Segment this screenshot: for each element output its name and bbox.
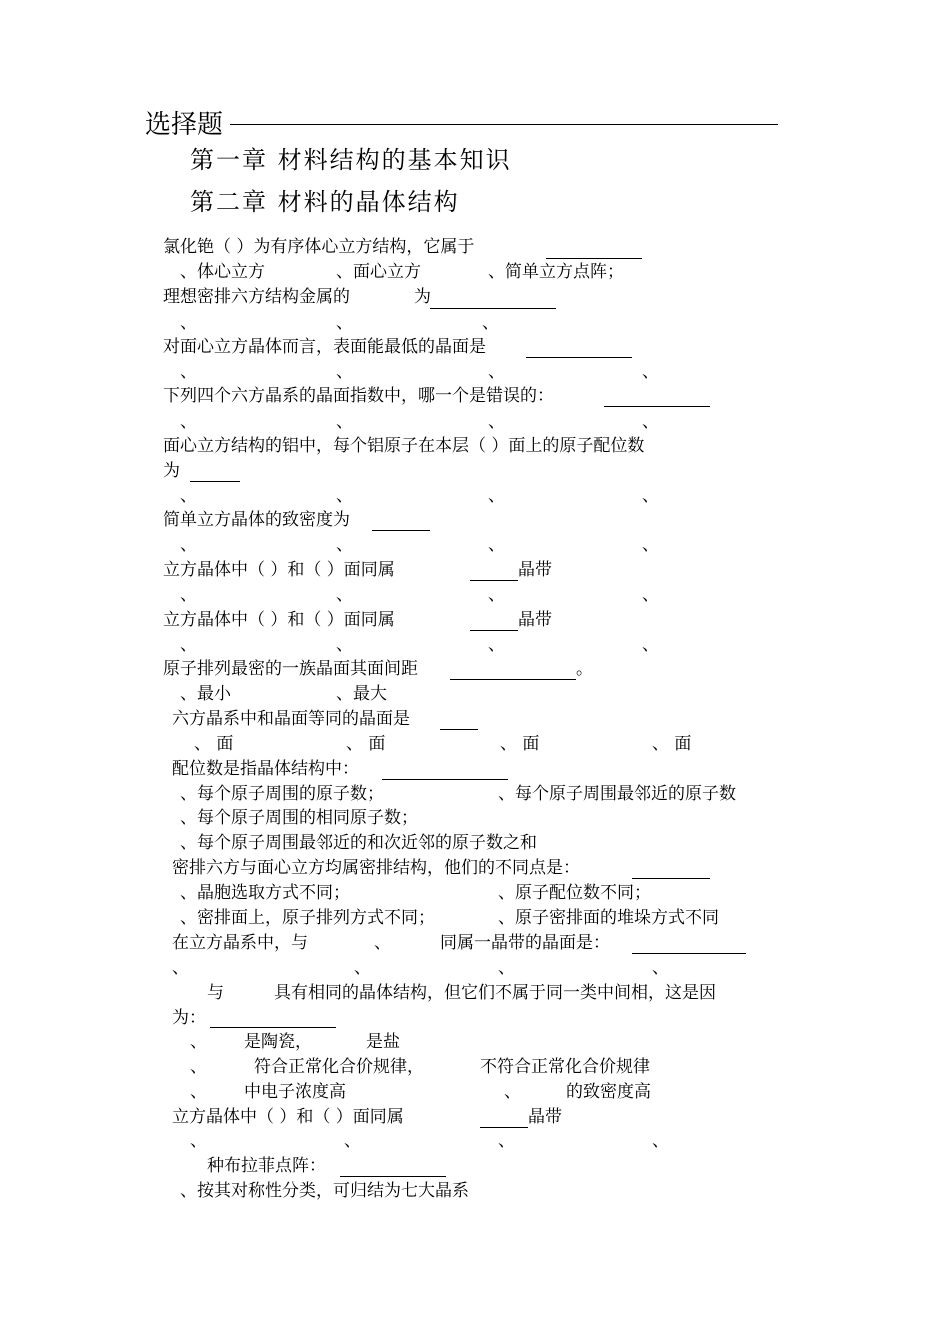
answer-blank	[470, 580, 518, 581]
question-text: 原子排列最密的一族晶面其面间距	[163, 659, 418, 679]
option-marker: 、	[190, 1032, 207, 1052]
option: 、原子密排面的堆垛方式不同	[498, 908, 719, 928]
question-text: 同属一晶带的晶面是：	[440, 933, 610, 953]
option: 、 面	[652, 734, 692, 754]
option-marker: 、	[180, 585, 197, 605]
option-marker: 、	[488, 486, 505, 506]
option-marker: 、	[336, 412, 353, 432]
page-title: 选择题	[145, 110, 224, 140]
option-marker: 、	[482, 313, 499, 333]
question-text: 与	[207, 983, 224, 1003]
option-marker: 、	[180, 412, 197, 432]
question-text: 简单立方晶体的致密度为	[163, 510, 350, 530]
option-marker: 、	[190, 1082, 207, 1102]
option-marker: 、	[336, 635, 353, 655]
option-marker: 、	[344, 1131, 361, 1151]
question-text: 立方晶体中（ ）和（ ）面同属	[163, 560, 395, 580]
option-marker: 、	[336, 486, 353, 506]
option: 中电子浓度高	[244, 1082, 346, 1102]
option-marker: 、	[488, 585, 505, 605]
option-marker: 、	[504, 1082, 521, 1102]
answer-blank	[604, 406, 710, 407]
answer-blank	[190, 481, 240, 482]
option: 、按其对称性分类，可归结为七大晶系	[180, 1181, 469, 1201]
question-text: 在立方晶系中，与	[172, 933, 308, 953]
option: 、 面	[346, 734, 386, 754]
question-text: 六方晶系中和晶面等同的晶面是	[172, 709, 410, 729]
question-text: 氯化铯（ ）为有序体心立方结构，它属于	[163, 237, 475, 257]
option: 是盐	[366, 1032, 400, 1052]
option-marker: 、	[354, 958, 371, 978]
option: 符合正常化合价规律，	[254, 1057, 424, 1077]
option-marker: 、	[180, 313, 197, 333]
title-rule	[230, 124, 778, 125]
chapter-2-heading: 第二章 材料的晶体结构	[190, 188, 460, 216]
question-text: 配位数是指晶体结构中：	[172, 759, 359, 779]
question-text: 为：	[172, 1008, 206, 1028]
option-marker: 、	[180, 535, 197, 555]
answer-blank	[372, 530, 430, 531]
option-marker: 、	[642, 362, 659, 382]
option: 、 面	[500, 734, 540, 754]
option-marker: 、	[488, 362, 505, 382]
option: 、 面	[194, 734, 234, 754]
question-text: 下列四个六方晶系的晶面指数中，哪一个是错误的：	[163, 386, 554, 406]
option: 、最小	[180, 684, 231, 704]
option: 、原子配位数不同；	[498, 883, 651, 903]
option: 不符合正常化合价规律	[480, 1057, 650, 1077]
question-text: 为	[163, 461, 180, 481]
option-marker: 、	[336, 362, 353, 382]
option-marker: 、	[488, 535, 505, 555]
option: 、每个原子周围的相同原子数；	[180, 808, 418, 828]
question-text: 为	[414, 287, 431, 307]
chapter-1-heading: 第一章 材料结构的基本知识	[190, 146, 512, 174]
question-text: 、	[374, 933, 391, 953]
option-marker: 、	[642, 635, 659, 655]
option: 、每个原子周围最邻近的和次近邻的原子数之和	[180, 833, 537, 853]
answer-blank	[340, 1176, 446, 1177]
option-marker: 、	[642, 412, 659, 432]
option-marker: 、	[498, 958, 515, 978]
question-text: 密排六方与面心立方均属密排结构，他们的不同点是：	[172, 858, 580, 878]
answer-blank	[210, 1027, 336, 1028]
option-marker: 、	[642, 486, 659, 506]
option: 、晶胞选取方式不同；	[180, 883, 350, 903]
option-marker: 、	[336, 585, 353, 605]
option-marker: 、	[488, 635, 505, 655]
option-marker: 、	[180, 362, 197, 382]
question-text: 晶带	[518, 610, 552, 630]
answer-blank	[546, 258, 642, 259]
question-text: 种布拉菲点阵：	[207, 1156, 326, 1176]
question-text: 晶带	[518, 560, 552, 580]
option: 的致密度高	[566, 1082, 651, 1102]
answer-blank	[450, 679, 576, 680]
option-marker: 、	[190, 1131, 207, 1151]
option-marker: 、	[498, 1131, 515, 1151]
option-marker: 、	[642, 535, 659, 555]
option-marker: 、	[652, 958, 669, 978]
option-marker: 、	[336, 313, 353, 333]
answer-blank	[632, 953, 746, 954]
question-text: 立方晶体中（ ）和（ ）面同属	[163, 610, 395, 630]
answer-blank	[480, 1127, 528, 1128]
answer-blank	[470, 630, 518, 631]
option-marker: 、	[190, 1057, 207, 1077]
answer-blank	[526, 357, 632, 358]
option-marker: 、	[180, 635, 197, 655]
option-marker: 、	[336, 535, 353, 555]
option-marker: 、	[172, 958, 189, 978]
answer-blank	[632, 878, 710, 879]
question-text: 。	[576, 659, 593, 679]
option-marker: 、	[180, 486, 197, 506]
option: 、每个原子周围的原子数；	[180, 784, 384, 804]
option: 、密排面上，原子排列方式不同；	[180, 908, 435, 928]
option: 、简单立方点阵；	[488, 262, 624, 282]
answer-blank	[440, 729, 478, 730]
option: 、面心立方	[336, 262, 421, 282]
option-marker: 、	[488, 412, 505, 432]
option: 、每个原子周围最邻近的原子数	[498, 784, 736, 804]
option-marker: 、	[652, 1131, 669, 1151]
question-text: 面心立方结构的铝中，每个铝原子在本层（ ）面上的原子配位数	[163, 436, 645, 456]
question-text: 立方晶体中（ ）和（ ）面同属	[172, 1107, 404, 1127]
option: 是陶瓷，	[244, 1032, 312, 1052]
question-text: 晶带	[528, 1107, 562, 1127]
question-text: 具有相同的晶体结构，但它们不属于同一类中间相，这是因	[274, 983, 716, 1003]
option-marker: 、	[642, 585, 659, 605]
question-text: 理想密排六方结构金属的	[163, 287, 350, 307]
answer-blank	[382, 779, 508, 780]
question-text: 对面心立方晶体而言，表面能最低的晶面是	[163, 337, 486, 357]
option: 、体心立方	[180, 262, 265, 282]
option: 、最大	[336, 684, 387, 704]
answer-blank	[430, 308, 556, 309]
